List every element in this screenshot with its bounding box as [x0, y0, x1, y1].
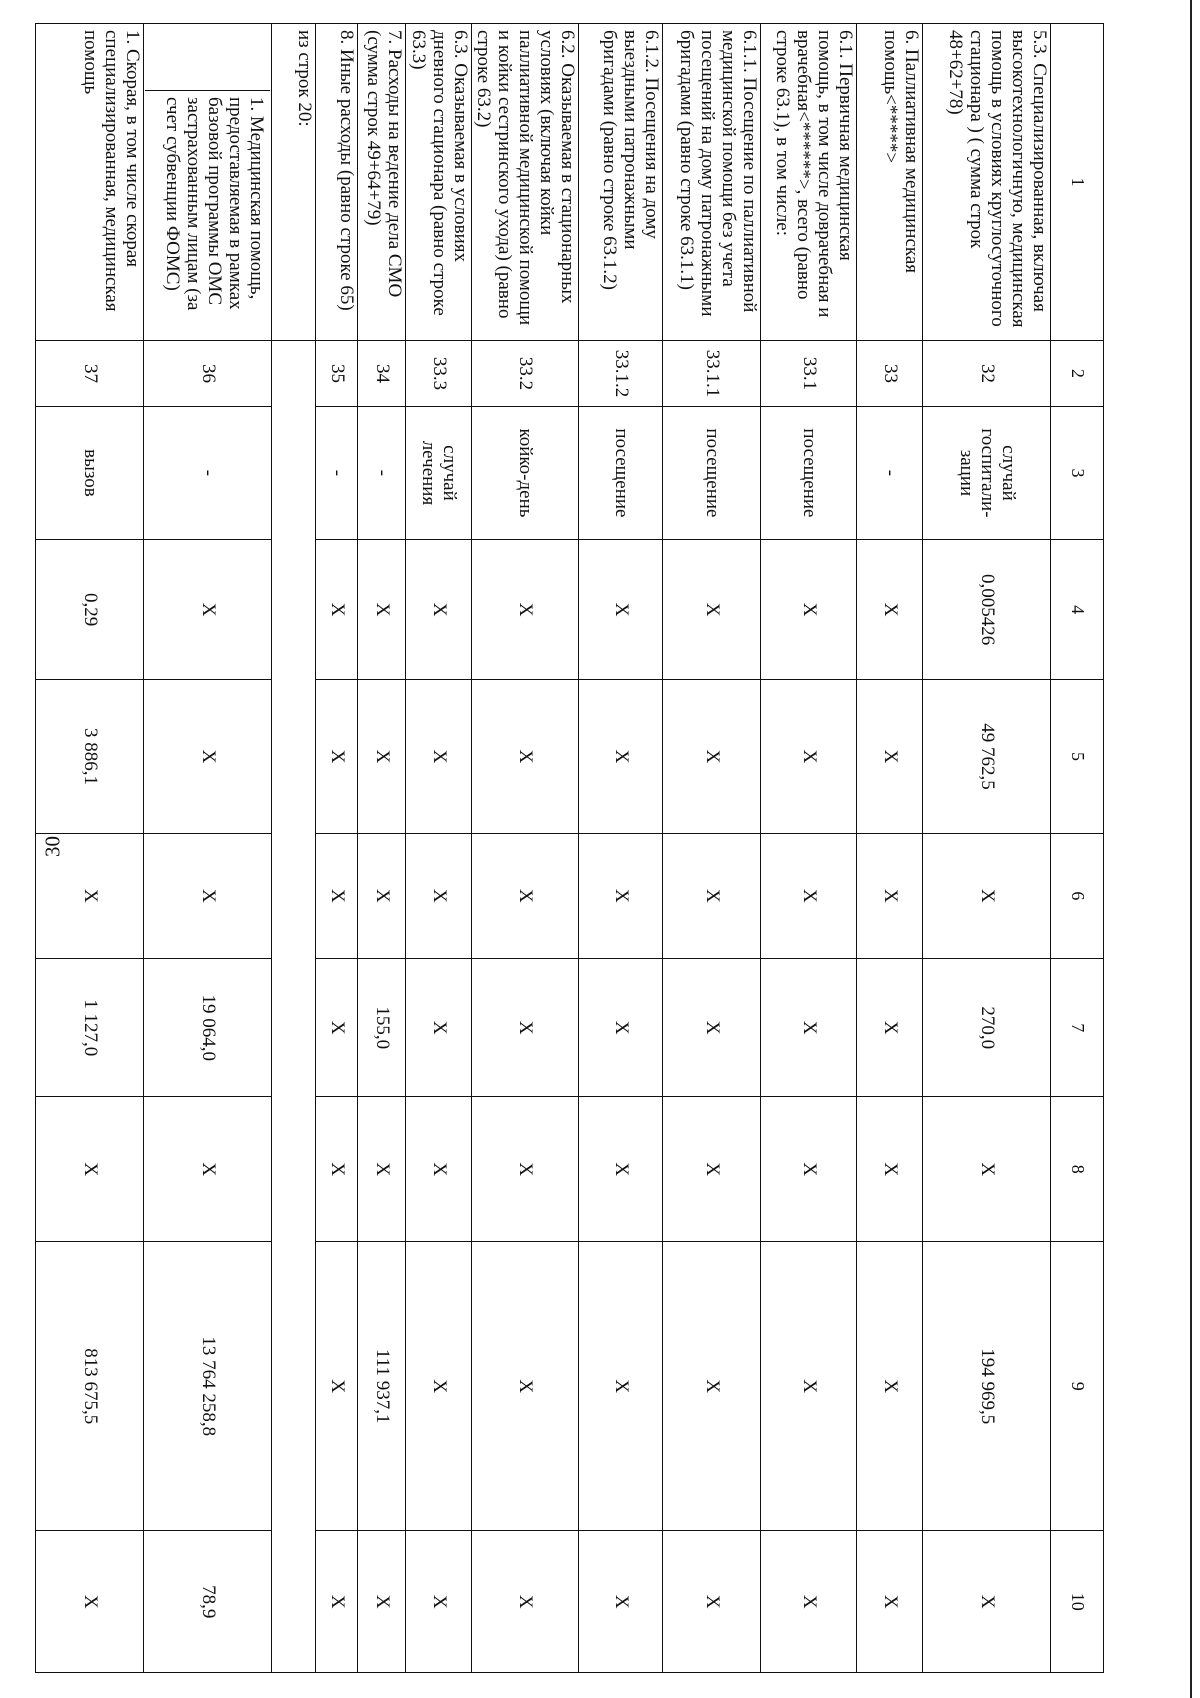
table-row: [35, 24, 143, 1673]
cell-c10: X: [857, 1531, 923, 1673]
cell-unit: посещение: [761, 406, 857, 539]
cell-c8: X: [579, 1097, 663, 1242]
cell-c5: X: [471, 680, 578, 833]
cell-unit: посещение: [579, 406, 663, 539]
cell-unit: койко-день: [471, 406, 578, 539]
cell-c7: 155,0: [357, 959, 405, 1097]
cell-code: 33.1.2: [579, 341, 663, 407]
cell-c10: X: [315, 1531, 357, 1673]
cell-unit: -: [315, 406, 357, 539]
row-label: 6. Паллиативная медицинская помощь<*****>: [857, 24, 923, 341]
cell-c5: X: [315, 680, 357, 833]
row-label: 7. Расходы на ведение дела СМО (сумма строк 49+64+79): [357, 24, 405, 341]
cell-c9: 13 764 258,8: [143, 1242, 271, 1531]
row-label: 6.3. Оказываемая в условиях дневного стационара (равно строке 63.3): [405, 24, 471, 341]
cell-c8: X: [315, 1097, 357, 1242]
cell-c9: X: [663, 1242, 761, 1531]
cell-c7: 19 064,0: [143, 959, 271, 1097]
cell-code: 33.1: [761, 341, 857, 407]
cell-unit: посещение: [663, 406, 761, 539]
cell-unit: вызов: [35, 406, 143, 539]
cell-c5: X: [579, 680, 663, 833]
cell-c8: X: [357, 1097, 405, 1242]
header-cell: 7: [1051, 959, 1104, 1097]
rotated-sheet: [80, 23, 1104, 1673]
cell-c10: X: [405, 1531, 471, 1673]
header-cell: 8: [1051, 1097, 1104, 1242]
subheading-row: [271, 24, 315, 1673]
cell-c6: X: [471, 833, 578, 959]
row-label: 1. Скорая, в том числе скорая специализированная, медицинская помощь: [35, 24, 143, 341]
cell-c6: X: [143, 833, 271, 959]
cell-c6: X: [357, 833, 405, 959]
cell-c4: X: [579, 539, 663, 679]
cell-c7: X: [471, 959, 578, 1097]
cell-unit: случай лечения: [405, 406, 471, 539]
scan-edge-line: [1190, 0, 1192, 1698]
table-row: [471, 24, 578, 1673]
cell-c10: X: [761, 1531, 857, 1673]
cell-c4: X: [471, 539, 578, 679]
cell-c5: X: [761, 680, 857, 833]
cell-c7: X: [579, 959, 663, 1097]
cell-c4: X: [857, 539, 923, 679]
cell-c7: X: [315, 959, 357, 1097]
cell-c6: X: [35, 833, 143, 959]
header-cell: 5: [1051, 680, 1104, 833]
row-label: 8. Иные расходы (равно строке 65): [315, 24, 357, 341]
cell-c10: 78,9: [143, 1531, 271, 1673]
cell-c9: X: [405, 1242, 471, 1531]
header-cell: 1: [1051, 24, 1104, 341]
row-label: 6.1. Первичная медицинская помощь, в том числе доврачебная и врачебная<******>, всего (равно строке 63.1), в том числе:: [761, 24, 857, 341]
cell-c5: 3 886,1: [35, 680, 143, 833]
cell-c5: X: [663, 680, 761, 833]
cell-c6: X: [315, 833, 357, 959]
cell-c9: 111 937,1: [357, 1242, 405, 1531]
table-row: [315, 24, 357, 1673]
cell-c7: X: [761, 959, 857, 1097]
cell-unit: -: [357, 406, 405, 539]
cell-c5: X: [143, 680, 271, 833]
cell-c5: 49 762,5: [923, 680, 1051, 833]
table-row: [761, 24, 857, 1673]
header-cell: 9: [1051, 1242, 1104, 1531]
table-row: [579, 24, 663, 1673]
cell-c6: X: [579, 833, 663, 959]
cell-c10: X: [923, 1531, 1051, 1673]
cell-c4: 0,005426: [923, 539, 1051, 679]
cell-c10: X: [663, 1531, 761, 1673]
row-label: 1. Медицинская помощь, предоставляемая в рамках базовой программы ОМС застрахованным лицам (за счет субвенции ФОМС): [143, 24, 271, 341]
cell-c7: X: [405, 959, 471, 1097]
row-label: 5.3. Специализированная, включая высокотехнологичную, медицинская помощь в условиях круглосуточного стационара ) ( сумма строк 48+62+78): [923, 24, 1051, 341]
row-label: 6.1.1. Посещение по паллиативной медицинской помощи без учета посещений на дому патронажными бригадами (равно строке 63.1.1): [663, 24, 761, 341]
cell-c9: X: [761, 1242, 857, 1531]
cell-c8: X: [663, 1097, 761, 1242]
header-cell: 10: [1051, 1531, 1104, 1673]
table-row: [857, 24, 923, 1673]
data-table: [35, 23, 1104, 1673]
header-cell: 4: [1051, 539, 1104, 679]
row-label: 6.1.2. Посещения на дому выездными патронажными бригадами (равно строке 63.1.2): [579, 24, 663, 341]
cell-c9: X: [315, 1242, 357, 1531]
cell-c8: X: [143, 1097, 271, 1242]
cell-c7: X: [857, 959, 923, 1097]
cell-c7: 1 127,0: [35, 959, 143, 1097]
cell-c10: X: [471, 1531, 578, 1673]
header-cell: 2: [1051, 341, 1104, 407]
cell-code: 34: [357, 341, 405, 407]
cell-c8: X: [471, 1097, 578, 1242]
cell-c7: X: [663, 959, 761, 1097]
cell-c8: X: [35, 1097, 143, 1242]
cell-code: 33.3: [405, 341, 471, 407]
subheading-label: из строк 20:: [271, 24, 315, 341]
header-row: [1051, 24, 1104, 1673]
cell-c9: X: [471, 1242, 578, 1531]
cell-c4: X: [405, 539, 471, 679]
table-row: [143, 24, 271, 1673]
cell-code: 33: [857, 341, 923, 407]
cell-c4: X: [357, 539, 405, 679]
cell-c4: X: [663, 539, 761, 679]
cell-c6: X: [761, 833, 857, 959]
cell-c4: X: [761, 539, 857, 679]
cell-c6: X: [663, 833, 761, 959]
cell-c9: X: [857, 1242, 923, 1531]
cell-c4: 0,29: [35, 539, 143, 679]
cell-code: 35: [315, 341, 357, 407]
cell-c9: 813 675,5: [35, 1242, 143, 1531]
cell-c5: X: [857, 680, 923, 833]
cell-code: 33.2: [471, 341, 578, 407]
cell-code: 33.1.1: [663, 341, 761, 407]
table-row: [663, 24, 761, 1673]
cell-c10: X: [579, 1531, 663, 1673]
cell-unit: -: [143, 406, 271, 539]
cell-c8: X: [923, 1097, 1051, 1242]
cell-c5: X: [405, 680, 471, 833]
table-row: [405, 24, 471, 1673]
page-number: 30: [40, 836, 65, 857]
cell-c4: X: [143, 539, 271, 679]
cell-c10: X: [357, 1531, 405, 1673]
cell-unit: -: [857, 406, 923, 539]
table-row: [357, 24, 405, 1673]
cell-c6: X: [405, 833, 471, 959]
subheading-empty: [271, 341, 315, 1673]
table-row: [923, 24, 1051, 1673]
cell-c5: X: [357, 680, 405, 833]
cell-c7: 270,0: [923, 959, 1051, 1097]
cell-c9: 194 969,5: [923, 1242, 1051, 1531]
header-cell: 3: [1051, 406, 1104, 539]
row-label: 6.2. Оказываемая в стационарных условиях (включая койки паллиативной медицинской помощи и койки сестринского ухода) (равно строке 63.2): [471, 24, 578, 341]
header-cell: 6: [1051, 833, 1104, 959]
cell-code: 32: [923, 341, 1051, 407]
cell-c6: X: [923, 833, 1051, 959]
cell-c8: X: [857, 1097, 923, 1242]
cell-unit: случай госпитали-зации: [923, 406, 1051, 539]
cell-c8: X: [405, 1097, 471, 1242]
cell-c8: X: [761, 1097, 857, 1242]
cell-code: 36: [143, 341, 271, 407]
cell-c9: X: [579, 1242, 663, 1531]
cell-code: 37: [35, 341, 143, 407]
cell-c4: X: [315, 539, 357, 679]
cell-c6: X: [857, 833, 923, 959]
cell-c10: X: [35, 1531, 143, 1673]
